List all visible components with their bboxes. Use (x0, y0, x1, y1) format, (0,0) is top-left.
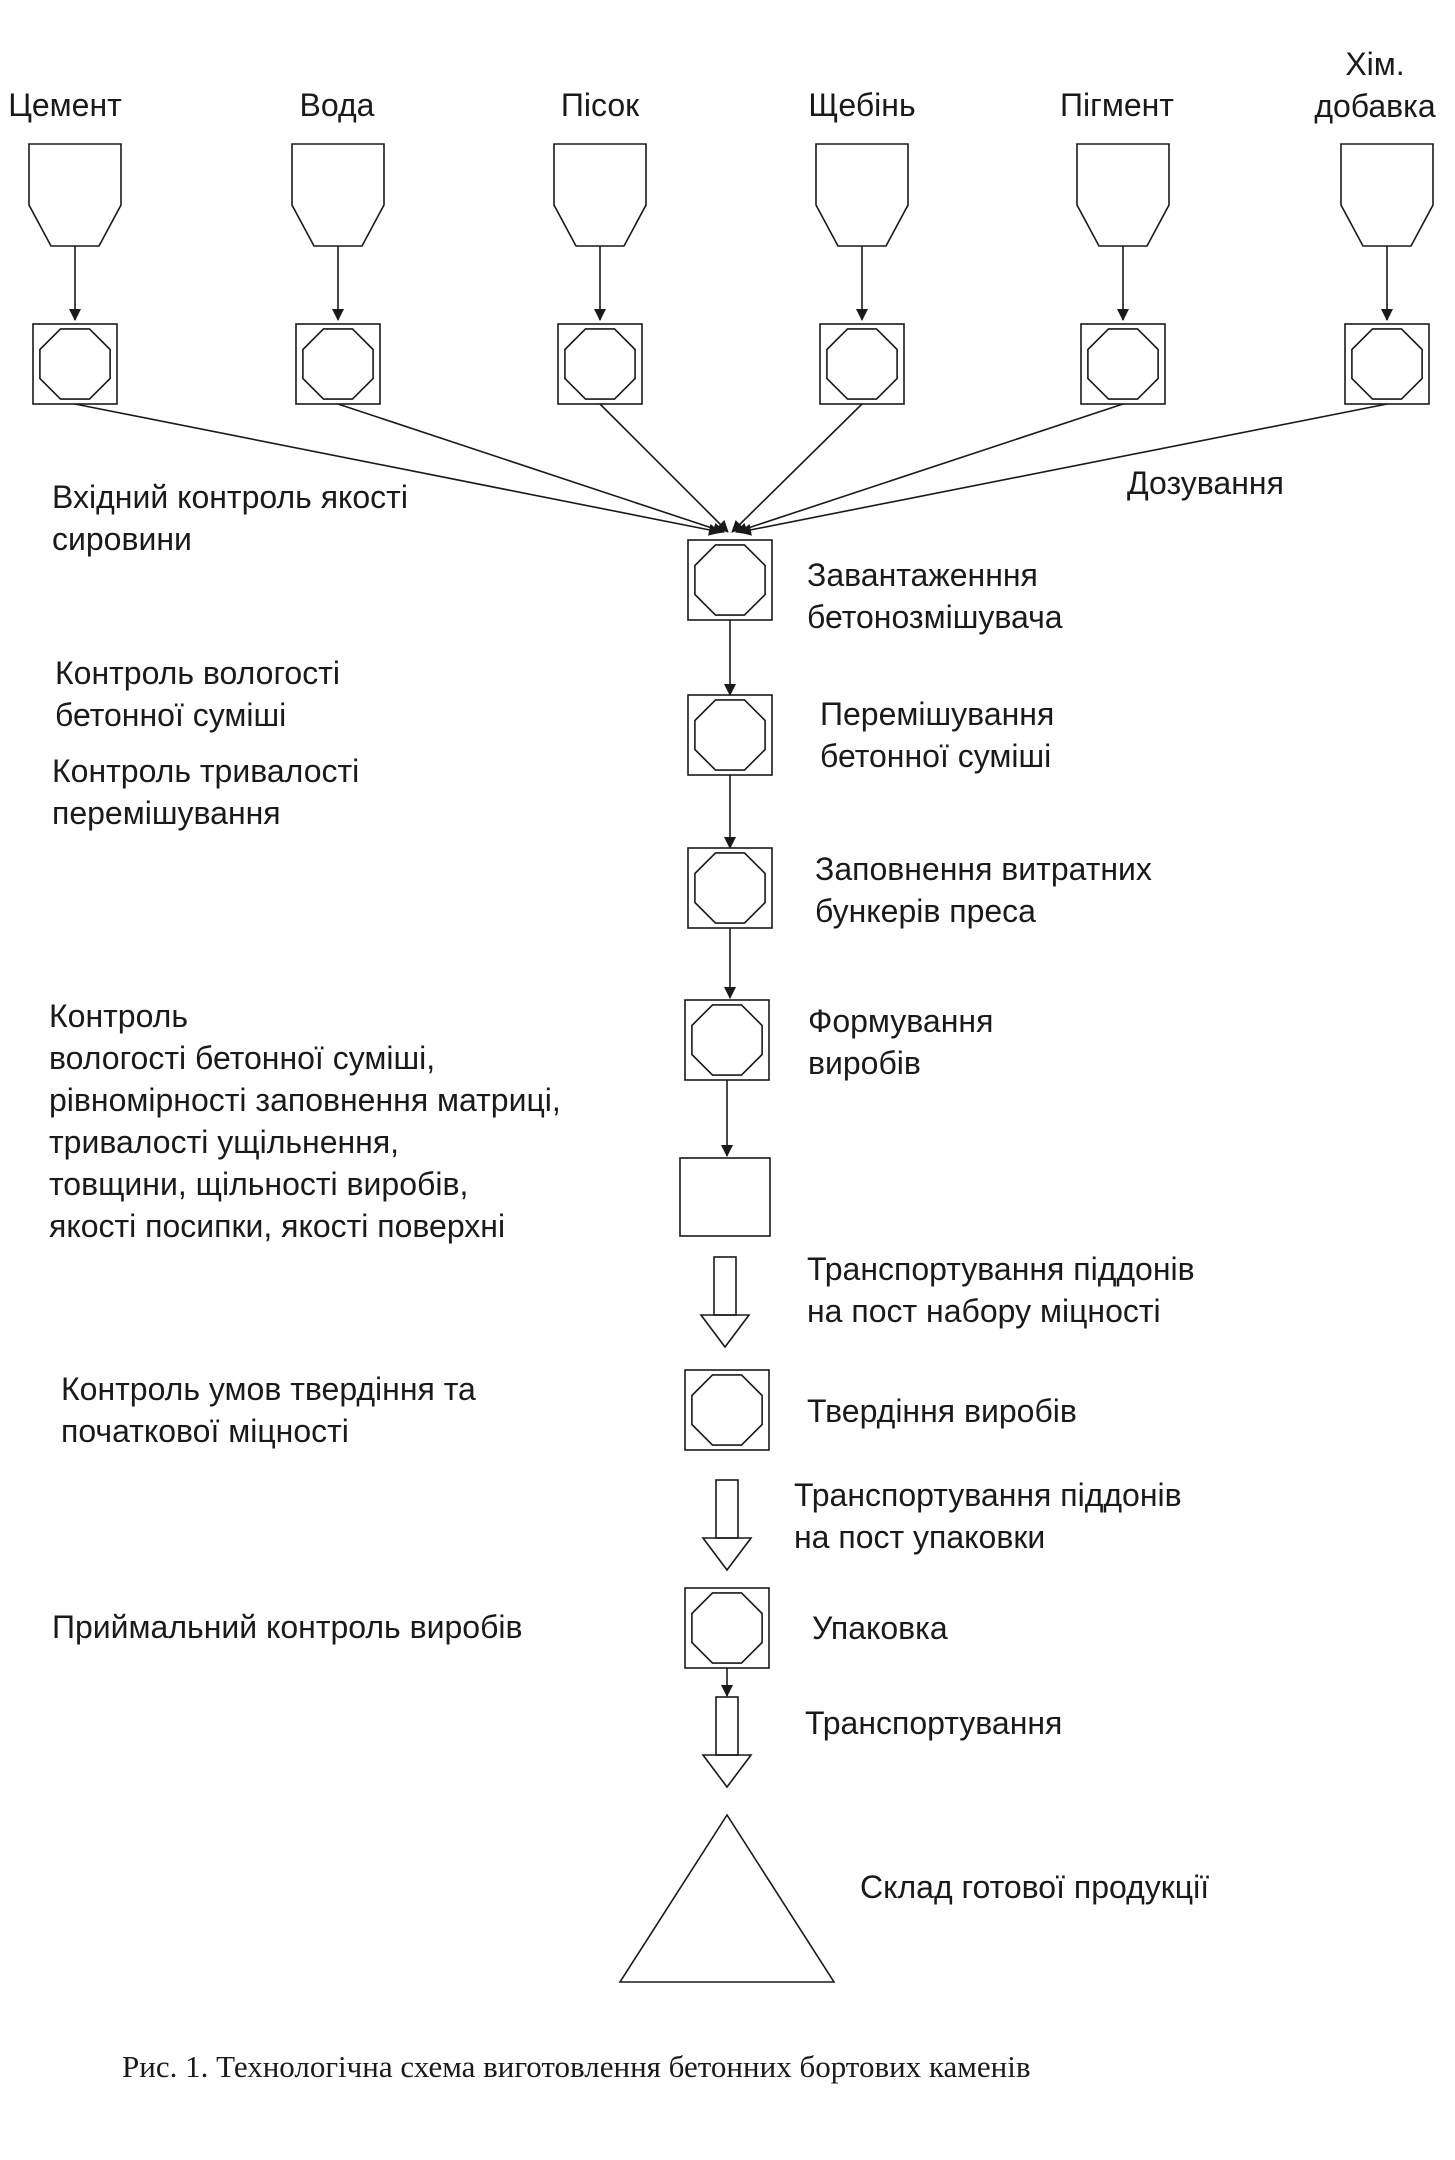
curing-box (685, 1370, 769, 1450)
material-label-gravel: Щебінь (808, 87, 916, 123)
curing-octagon (692, 1375, 762, 1445)
mixing-label: Перемішування бетонної суміші (820, 696, 1055, 774)
dosing-unit-2-octagon (565, 329, 635, 399)
hopper-0 (29, 144, 121, 246)
packing-octagon (692, 1593, 762, 1663)
transport-to-curing-conveyor (714, 1257, 736, 1315)
filling-octagon (695, 853, 765, 923)
transport-curing-label: Транспортування піддонів на пост набору міцності (807, 1251, 1195, 1329)
material-label-water: Вода (299, 87, 375, 123)
hopper-3 (816, 144, 908, 246)
packing-label: Упаковка (812, 1610, 948, 1646)
dosing-unit-4-box (1081, 324, 1165, 404)
hopper-5 (1341, 144, 1433, 246)
mixing-box (688, 695, 772, 775)
dosing-unit-1-box (296, 324, 380, 404)
transport-to-packing-conveyor (716, 1480, 738, 1538)
acceptance-control-label: Приймальний контроль виробів (52, 1609, 523, 1645)
curing-label: Твердіння виробів (807, 1393, 1077, 1429)
material-label-pigment: Пігмент (1060, 87, 1174, 123)
dosing-unit-5-octagon (1352, 329, 1422, 399)
feed-line-3 (732, 404, 862, 532)
transport-label: Транспортування (805, 1705, 1063, 1741)
loading-label: Завантаженння бетонозмішувача (807, 557, 1063, 635)
pallet-box (680, 1158, 770, 1236)
dosing-unit-0-octagon (40, 329, 110, 399)
figure-caption: Рис. 1. Технологічна схема виготовлення бетонних бортових каменів (122, 2049, 1031, 2084)
transport-to-packing-pointer (703, 1538, 751, 1570)
moisture-control-label: Контроль вологості бетонної суміші (55, 655, 340, 733)
dosing-unit-3-octagon (827, 329, 897, 399)
mixer-loading-box (688, 540, 772, 620)
filling-box (688, 848, 772, 928)
forming-box (685, 1000, 769, 1080)
dosing-unit-4-octagon (1088, 329, 1158, 399)
transport-to-curing-pointer (701, 1315, 749, 1347)
dosing-unit-2-box (558, 324, 642, 404)
material-label-chemical-additive: Хім. добавка (1314, 46, 1436, 124)
material-label-sand: Пісок (560, 87, 640, 123)
packing-box (685, 1588, 769, 1668)
hopper-2 (554, 144, 646, 246)
transport-to-warehouse-pointer (703, 1755, 751, 1787)
hopper-1 (292, 144, 384, 246)
filling-label: Заповнення витратних бункерів преса (815, 851, 1152, 929)
mixer-loading-octagon (695, 545, 765, 615)
dosing-unit-0-box (33, 324, 117, 404)
curing-control-label: Контроль умов твердіння та початкової міцності (61, 1371, 476, 1449)
forming-label: Формування виробів (808, 1003, 994, 1081)
forming-control-label: Контроль вологості бетонної суміші, рівномірності заповнення матриці, тривалості ущільнення, товщини, щільності виробів, якості посипки, якості поверхні (49, 998, 561, 1244)
transport-packing-label: Транспортування піддонів на пост упаковки (794, 1477, 1182, 1555)
forming-octagon (692, 1005, 762, 1075)
mixing-duration-control-label: Контроль тривалості перемішування (52, 753, 360, 831)
dosing-unit-3-box (820, 324, 904, 404)
transport-to-warehouse-conveyor (716, 1697, 738, 1755)
dosing-unit-1-octagon (303, 329, 373, 399)
hopper-4 (1077, 144, 1169, 246)
dosing-unit-5-box (1345, 324, 1429, 404)
input-control-label: Вхідний контроль якості сировини (52, 479, 408, 557)
mixing-octagon (695, 700, 765, 770)
dosing-label: Дозування (1127, 465, 1284, 501)
warehouse-triangle (620, 1815, 834, 1982)
warehouse-label: Склад готової продукції (860, 1869, 1210, 1905)
material-label-cement: Цемент (8, 87, 122, 123)
